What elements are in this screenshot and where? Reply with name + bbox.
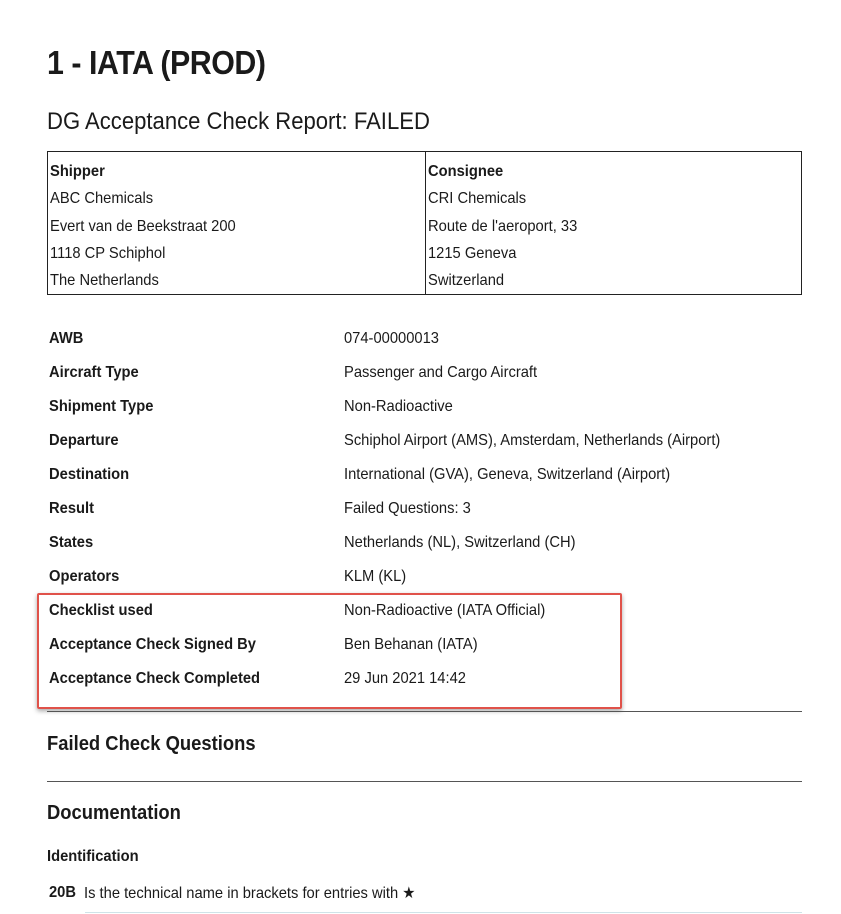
consignee-line: Switzerland bbox=[428, 272, 505, 290]
detail-label: Shipment Type bbox=[49, 398, 154, 415]
failed-questions-heading: Failed Check Questions bbox=[47, 733, 256, 755]
detail-row-aircraft-type bbox=[49, 356, 809, 390]
subcategory-heading: Identification bbox=[47, 848, 139, 865]
question-code: 20B bbox=[49, 884, 77, 901]
shipper-line: Evert van de Beekstraat 200 bbox=[50, 217, 236, 235]
shipper-cell bbox=[48, 152, 425, 294]
detail-label: Acceptance Check Signed By bbox=[49, 636, 256, 653]
shipper-line: The Netherlands bbox=[50, 272, 159, 290]
detail-label: AWB bbox=[49, 330, 84, 347]
detail-row-destination bbox=[49, 458, 809, 492]
detail-row-states bbox=[49, 526, 809, 560]
detail-value: 074-00000013 bbox=[344, 330, 439, 347]
detail-value: International (GVA), Geneva, Switzerland (Airport) bbox=[344, 466, 671, 483]
divider bbox=[47, 711, 802, 712]
detail-label: Operators bbox=[49, 568, 120, 585]
detail-row-awb bbox=[49, 322, 809, 356]
detail-label: Aircraft Type bbox=[49, 364, 139, 381]
detail-value: Failed Questions: 3 bbox=[344, 500, 471, 517]
detail-label: Destination bbox=[49, 466, 130, 483]
detail-value: Non-Radioactive (IATA Official) bbox=[344, 602, 546, 619]
shipper-heading: Shipper bbox=[50, 163, 105, 180]
detail-label: Departure bbox=[49, 432, 119, 449]
consignee-line: CRI Chemicals bbox=[428, 190, 527, 208]
detail-value: Non-Radioactive bbox=[344, 398, 453, 415]
detail-row-operators bbox=[49, 560, 809, 594]
divider bbox=[47, 781, 802, 782]
detail-label: Acceptance Check Completed bbox=[49, 670, 261, 687]
detail-value: Passenger and Cargo Aircraft bbox=[344, 364, 538, 381]
detail-row-departure bbox=[49, 424, 809, 458]
consignee-line: 1215 Geneva bbox=[428, 244, 517, 262]
consignee-line: Route de l'aeroport, 33 bbox=[428, 217, 578, 235]
question-row bbox=[49, 883, 444, 903]
consignee-heading: Consignee bbox=[428, 163, 504, 180]
detail-label: Checklist used bbox=[49, 602, 153, 619]
detail-value: 29 Jun 2021 14:42 bbox=[344, 670, 466, 687]
shipper-line: 1118 CP Schiphol bbox=[50, 244, 166, 262]
detail-label: Result bbox=[49, 500, 94, 517]
detail-value: Netherlands (NL), Switzerland (CH) bbox=[344, 534, 576, 551]
detail-value: Ben Behanan (IATA) bbox=[344, 636, 478, 653]
highlight-box bbox=[37, 593, 622, 709]
question-text: Is the technical name in brackets for entries with ★ bbox=[84, 885, 416, 902]
detail-label: States bbox=[49, 534, 94, 551]
shipper-line: ABC Chemicals bbox=[50, 190, 154, 208]
detail-row-result bbox=[49, 492, 809, 526]
detail-value: Schiphol Airport (AMS), Amsterdam, Netherlands (Airport) bbox=[344, 432, 721, 449]
report-subtitle: DG Acceptance Check Report: FAILED bbox=[47, 108, 430, 135]
category-heading: Documentation bbox=[47, 802, 181, 824]
detail-row-shipment-type bbox=[49, 390, 809, 424]
detail-value: KLM (KL) bbox=[344, 568, 407, 585]
parties-table bbox=[47, 151, 802, 295]
divider bbox=[85, 912, 802, 913]
consignee-cell bbox=[425, 152, 801, 294]
report-title: 1 - IATA (PROD) bbox=[47, 44, 266, 81]
